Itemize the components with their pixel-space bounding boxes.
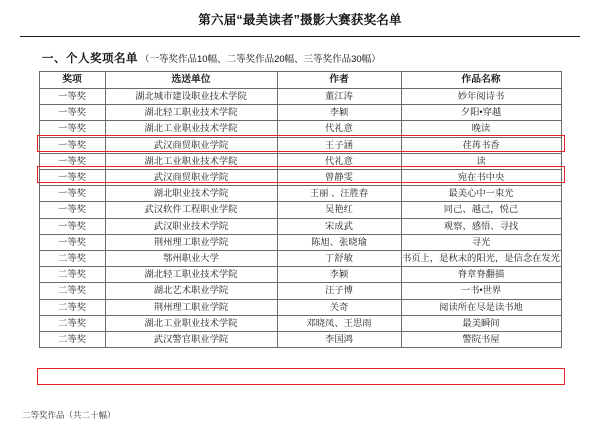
cell-award: 一等奖	[39, 105, 105, 121]
cell-unit: 荆州理工职业学院	[105, 234, 277, 250]
award-table	[39, 71, 562, 348]
table-row	[39, 218, 561, 234]
cell-work: 一书•世界	[401, 283, 561, 299]
cell-work: 同己、越己，悦己	[401, 202, 561, 218]
cell-work: 脊章脊翻描	[401, 267, 561, 283]
section-heading	[42, 50, 600, 66]
table-row	[39, 299, 561, 315]
cell-work: 夕阳•穿越	[401, 105, 561, 121]
cell-award: 二等奖	[39, 283, 105, 299]
table-row	[39, 153, 561, 169]
cell-unit: 湖北城市建设职业技术学院	[105, 89, 277, 105]
table-row	[39, 251, 561, 267]
cell-work: 阅读所在尽是读书地	[401, 299, 561, 315]
cell-award: 一等奖	[39, 234, 105, 250]
column-header-unit: 选送单位	[105, 72, 277, 89]
table-row	[39, 267, 561, 283]
cell-award: 一等奖	[39, 186, 105, 202]
cell-unit: 武汉软件工程职业学院	[105, 202, 277, 218]
column-header-work: 作品名称	[401, 72, 561, 89]
column-header-award: 奖项	[39, 72, 105, 89]
cell-unit: 湖北工业职业技术学院	[105, 121, 277, 137]
table-row	[39, 283, 561, 299]
cell-award: 一等奖	[39, 170, 105, 186]
highlight-box-row-15	[37, 368, 565, 385]
page-title: 第六届“最美读者”摄影大赛获奖名单	[198, 13, 402, 27]
cell-author: 吴艳红	[277, 202, 401, 218]
cell-author: 董江涛	[277, 89, 401, 105]
cell-unit: 湖北工业职业技术学院	[105, 153, 277, 169]
table-row	[39, 121, 561, 137]
table-row	[39, 105, 561, 121]
table-row	[39, 315, 561, 331]
cell-author: 汪子博	[277, 283, 401, 299]
cell-author: 李颖	[277, 105, 401, 121]
cell-work: 观察、感悟、寻找	[401, 218, 561, 234]
cell-award: 二等奖	[39, 315, 105, 331]
table-row	[39, 202, 561, 218]
cell-work: 晚读	[401, 121, 561, 137]
cell-author: 代礼意	[277, 121, 401, 137]
cell-unit: 湖北轻工职业技术学院	[105, 105, 277, 121]
cell-unit: 鄂州职业大学	[105, 251, 277, 267]
cell-author: 陈旭、张晓瑜	[277, 234, 401, 250]
cell-author: 曾静雯	[277, 170, 401, 186]
cell-award: 一等奖	[39, 121, 105, 137]
cell-work: 最美心中一束光	[401, 186, 561, 202]
cell-author: 王丽 、汪胜春	[277, 186, 401, 202]
cell-unit: 武汉警官职业学院	[105, 332, 277, 348]
document-page	[0, 10, 600, 422]
cell-award: 一等奖	[39, 218, 105, 234]
table-row	[39, 332, 561, 348]
section-heading-text: 一、个人奖项名单	[42, 53, 138, 65]
cell-unit: 湖北工业职业技术学院	[105, 315, 277, 331]
table-row	[39, 137, 561, 153]
cell-work: 读	[401, 153, 561, 169]
cell-award: 二等奖	[39, 332, 105, 348]
table-row	[39, 89, 561, 105]
table-row	[39, 234, 561, 250]
cell-work: 妙年阅诗书	[401, 89, 561, 105]
cell-award: 一等奖	[39, 89, 105, 105]
column-header-author: 作者	[277, 72, 401, 89]
cell-work: 书页上，是秋末的阳光，是信念在发光	[401, 251, 561, 267]
cell-work: 最美瞬间	[401, 315, 561, 331]
cell-unit: 荆州理工职业学院	[105, 299, 277, 315]
cell-award: 二等奖	[39, 251, 105, 267]
cell-unit: 武汉职业技术学院	[105, 218, 277, 234]
cell-unit: 武汉商贸职业学院	[105, 170, 277, 186]
cell-award: 一等奖	[39, 202, 105, 218]
cell-author: 王子涵	[277, 137, 401, 153]
cell-author: 宋成武	[277, 218, 401, 234]
cell-author: 李国鸿	[277, 332, 401, 348]
cell-work: 荏苒书香	[401, 137, 561, 153]
cell-unit: 武汉商贸职业学院	[105, 137, 277, 153]
cell-author: 李颖	[277, 267, 401, 283]
title-divider	[20, 36, 580, 37]
cell-award: 二等奖	[39, 299, 105, 315]
table-header-row	[39, 72, 561, 89]
bottom-note: 二等奖作品（共二十幅）	[22, 410, 116, 420]
table-row	[39, 170, 561, 186]
cell-award: 一等奖	[39, 137, 105, 153]
cell-author: 关奇	[277, 299, 401, 315]
cell-unit: 湖北职业技术学院	[105, 186, 277, 202]
cell-author: 邓晓凤、王思雨	[277, 315, 401, 331]
cell-unit: 湖北艺术职业学院	[105, 283, 277, 299]
cell-unit: 湖北轻工职业技术学院	[105, 267, 277, 283]
section-heading-note: （一等奖作品10幅、二等奖作品20幅、三等奖作品30幅）	[140, 54, 381, 65]
cell-work: 寻光	[401, 234, 561, 250]
table-row	[39, 186, 561, 202]
cell-award: 一等奖	[39, 153, 105, 169]
cell-work: 宛在书中央	[401, 170, 561, 186]
cell-award: 二等奖	[39, 267, 105, 283]
cell-work: 警院书屋	[401, 332, 561, 348]
cell-author: 代礼意	[277, 153, 401, 169]
cell-author: 丁舒敏	[277, 251, 401, 267]
